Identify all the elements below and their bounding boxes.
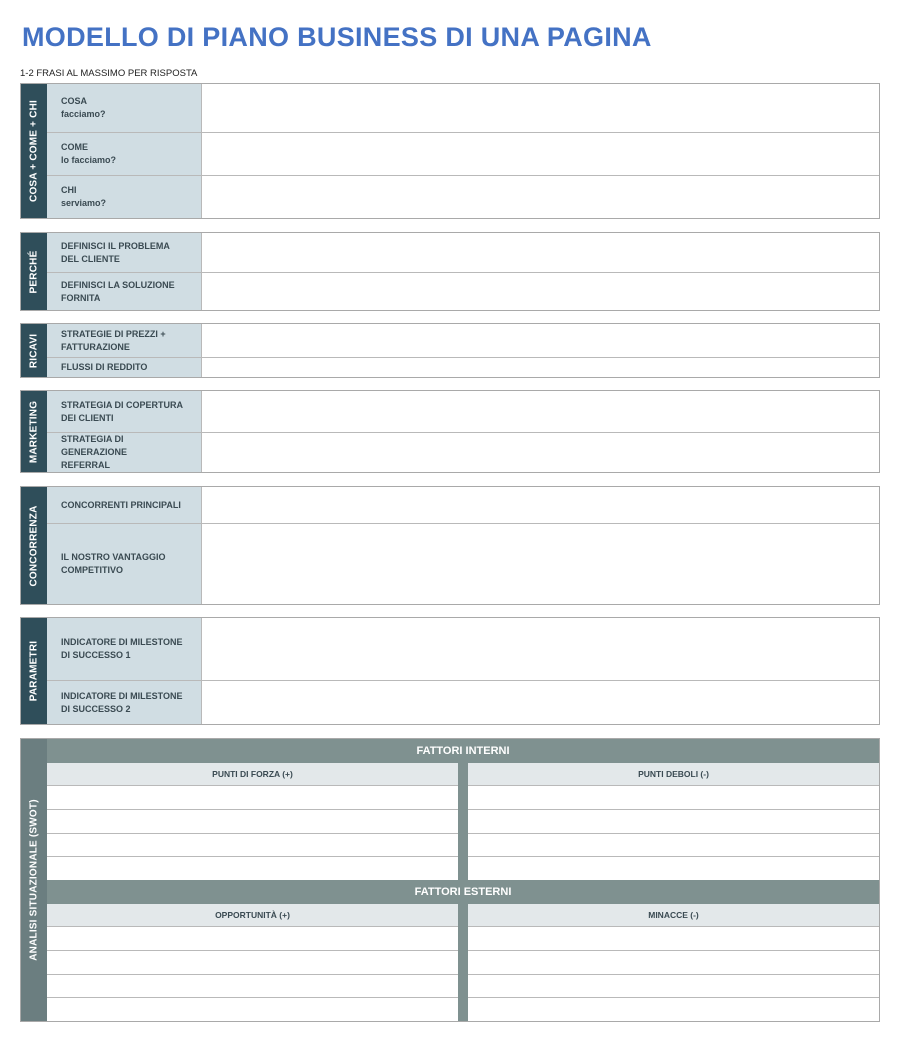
form-row xyxy=(47,432,879,472)
strengths-column xyxy=(47,763,458,880)
form-row xyxy=(47,618,879,680)
weakness-line[interactable] xyxy=(468,857,879,880)
opportunity-line[interactable] xyxy=(47,951,458,975)
row-label: IL NOSTRO VANTAGGIO COMPETITIVO xyxy=(47,524,202,604)
weakness-line[interactable] xyxy=(468,810,879,834)
answer-field-copertura[interactable] xyxy=(202,391,879,432)
threats-header: MINACCE (-) xyxy=(468,904,879,927)
strength-line[interactable] xyxy=(47,834,458,858)
strength-line[interactable] xyxy=(47,857,458,880)
section-marketing xyxy=(20,390,880,473)
form-row xyxy=(47,391,879,432)
section-perche xyxy=(20,232,880,311)
form-row xyxy=(47,175,879,218)
row-label: DEFINISCI IL PROBLEMA DEL CLIENTE xyxy=(47,233,202,272)
weaknesses-header: PUNTI DEBOLI (-) xyxy=(468,763,879,786)
row-label: STRATEGIA DI COPERTURA DEI CLIENTI xyxy=(47,391,202,432)
section-parametri xyxy=(20,617,880,725)
answer-field-concorrenti[interactable] xyxy=(202,487,879,523)
answer-field-soluzione[interactable] xyxy=(202,273,879,310)
threat-line[interactable] xyxy=(468,951,879,975)
form-row xyxy=(47,132,879,175)
opportunities-header: OPPORTUNITÀ (+) xyxy=(47,904,458,927)
section-side-label: CONCORRENZA xyxy=(21,487,47,604)
page-subtitle: 1-2 FRASI AL MASSIMO PER RISPOSTA xyxy=(20,68,198,79)
answer-field-chi[interactable] xyxy=(202,176,879,218)
form-row xyxy=(47,272,879,310)
form-row xyxy=(47,680,879,724)
internal-factors-header: FATTORI INTERNI xyxy=(47,739,879,763)
form-row xyxy=(47,84,879,132)
form-row xyxy=(47,324,879,357)
answer-field-milestone-1[interactable] xyxy=(202,618,879,680)
strength-line[interactable] xyxy=(47,786,458,810)
form-row xyxy=(47,357,879,377)
form-row xyxy=(47,233,879,272)
section-side-label: PERCHÉ xyxy=(21,233,47,310)
answer-field-milestone-2[interactable] xyxy=(202,681,879,724)
column-divider xyxy=(458,763,468,880)
section-side-label: ANALISI SITUAZIONALE (SWOT) xyxy=(21,739,47,1021)
answer-field-cosa[interactable] xyxy=(202,84,879,132)
row-label: FLUSSI DI REDDITO xyxy=(47,358,202,377)
weakness-line[interactable] xyxy=(468,834,879,858)
threats-column xyxy=(468,904,879,1021)
page-title: MODELLO DI PIANO BUSINESS DI UNA PAGINA xyxy=(22,22,652,52)
form-row xyxy=(47,523,879,604)
strength-line[interactable] xyxy=(47,810,458,834)
external-factors-grid xyxy=(47,904,879,1021)
opportunity-line[interactable] xyxy=(47,975,458,999)
opportunities-column xyxy=(47,904,458,1021)
opportunity-line[interactable] xyxy=(47,998,458,1021)
answer-field-come[interactable] xyxy=(202,133,879,175)
weaknesses-column xyxy=(468,763,879,880)
opportunity-line[interactable] xyxy=(47,927,458,951)
section-side-label: PARAMETRI xyxy=(21,618,47,724)
answer-field-prezzi[interactable] xyxy=(202,324,879,357)
row-label: COME lo facciamo? xyxy=(47,133,202,175)
internal-factors-grid xyxy=(47,763,879,880)
section-side-label: COSA + COME + CHI xyxy=(21,84,47,218)
row-label: INDICATORE DI MILESTONE DI SUCCESSO 2 xyxy=(47,681,202,724)
row-label: CONCORRENTI PRINCIPALI xyxy=(47,487,202,523)
answer-field-flussi[interactable] xyxy=(202,358,879,377)
section-ricavi xyxy=(20,323,880,378)
row-label: INDICATORE DI MILESTONE DI SUCCESSO 1 xyxy=(47,618,202,680)
section-side-label: MARKETING xyxy=(21,391,47,472)
row-label: STRATEGIA DI GENERAZIONE REFERRAL xyxy=(47,433,202,472)
strengths-header: PUNTI DI FORZA (+) xyxy=(47,763,458,786)
answer-field-problema[interactable] xyxy=(202,233,879,272)
row-label: STRATEGIE DI PREZZI + FATTURAZIONE xyxy=(47,324,202,357)
answer-field-vantaggio[interactable] xyxy=(202,524,879,604)
threat-line[interactable] xyxy=(468,927,879,951)
row-label: DEFINISCI LA SOLUZIONE FORNITA xyxy=(47,273,202,310)
form-row xyxy=(47,487,879,523)
weakness-line[interactable] xyxy=(468,786,879,810)
external-factors-header: FATTORI ESTERNI xyxy=(47,880,879,904)
swot-section xyxy=(20,738,880,1022)
row-label: COSA facciamo? xyxy=(47,84,202,132)
threat-line[interactable] xyxy=(468,975,879,999)
row-label: CHI serviamo? xyxy=(47,176,202,218)
answer-field-referral[interactable] xyxy=(202,433,879,472)
section-cosa-come-chi xyxy=(20,83,880,219)
section-concorrenza xyxy=(20,486,880,605)
column-divider xyxy=(458,904,468,1021)
threat-line[interactable] xyxy=(468,998,879,1021)
section-side-label: RICAVI xyxy=(21,324,47,377)
